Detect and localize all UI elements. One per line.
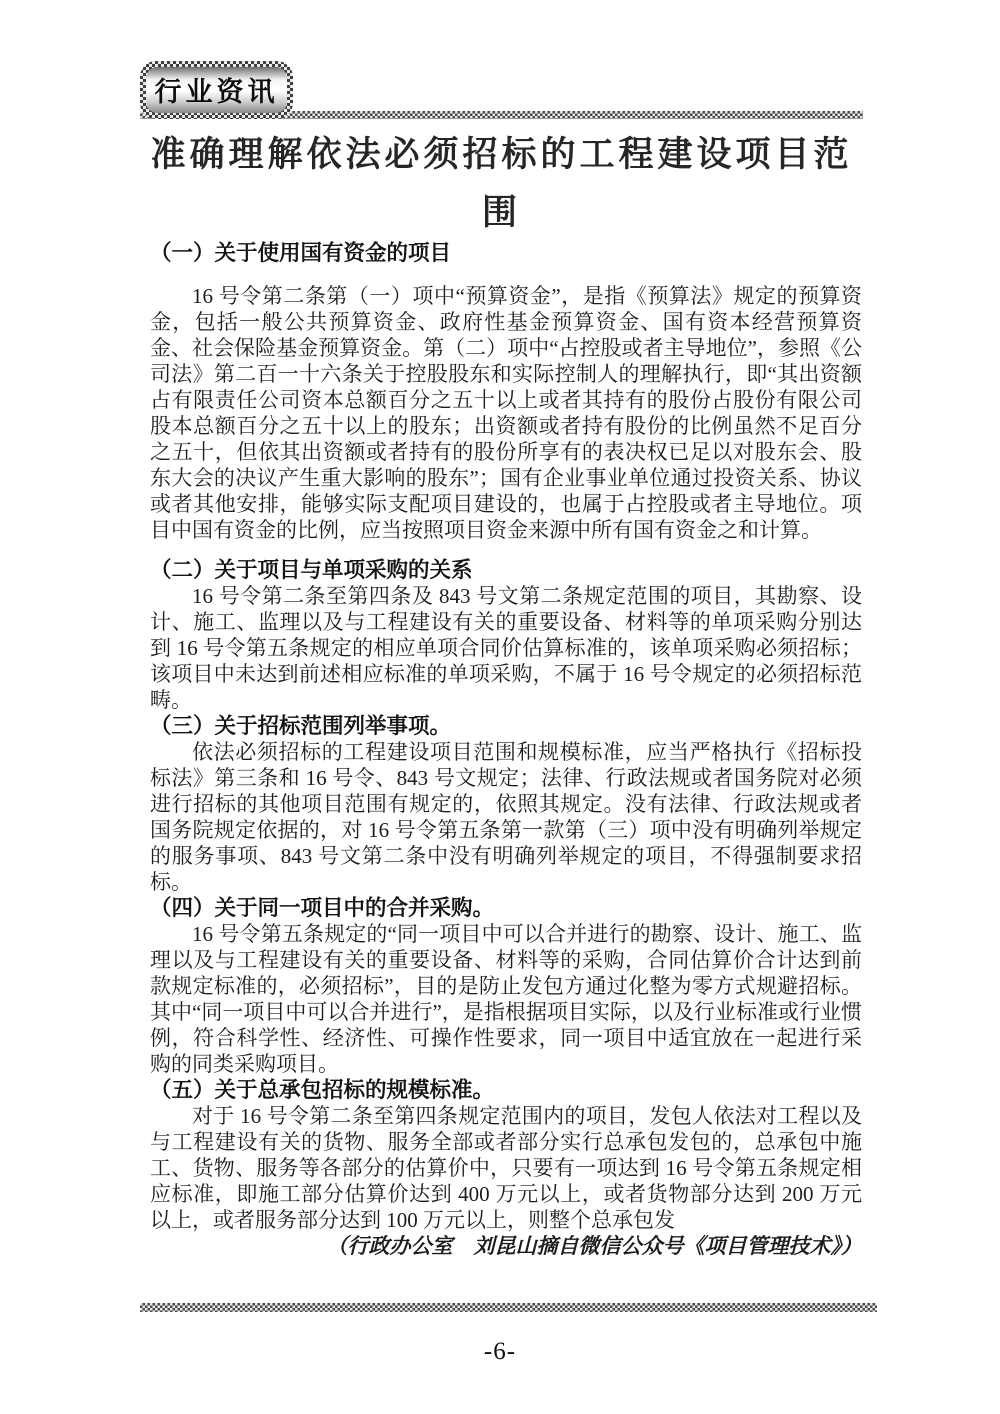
section-paragraph-1: 16 号令第二条第（一）项中“预算资金”，是指《预算法》规定的预算资金，包括一般公共预算资金、政府性基金预算资金、国有资本经营预算资金、社会保险基金预算资金。第（二）项中“占控股或者主导地位”，参照《公司法》第二百一十六条关于控股股东和实际控制人的理解执行，即“其出资额占有限责任公司资本总额百分之五十以上或者其持有的股份占股份有限公司股本总额百分之五十以上的股东；出资额或者持有股份的比例虽然不足百分之五十，但依其出资额或者持有的股份所享有的表决权已足以对股东会、股东大会的决议产生重大影响的股东”；国有企业事业单位通过投资关系、协议或者其他安排，能够实际支配项目建设的，也属于占控股或者主导地位。项目中国有资金的比例，应当按照项目资金来源中所有国有资金之和计算。 (150, 284, 862, 542)
section-paragraph-2: 16 号令第二条至第四条及 843 号文第二条规定范围的项目，其勘察、设计、施工、监理以及与工程建设有关的重要设备、材料等的单项采购分别达到 16 号令第五条规定的相应单项合同价估算标准的，该单项采购必须招标；该项目中未达到前述相应标准的单项采购，不属于 16 号令规定的必须招标范畴。 (150, 584, 862, 712)
badge-panel (146, 67, 287, 113)
section-heading-5: （五）关于总承包招标的规模标准。 (150, 1078, 495, 1102)
article-title (140, 126, 863, 242)
article-body (150, 240, 862, 1259)
page-number: -6- (483, 1338, 517, 1365)
section-heading-1: （一）关于使用国有资金的项目 (150, 241, 452, 265)
section-paragraph-3: 依法必须招标的工程建设项目范围和规模标准，应当严格执行《招标投标法》第三条和 16 号令、843 号文规定；法律、行政法规或者国务院对必须进行招标的其他项目范围有规定的，依照其规定。没有法律、行政法规或者国务院规定依据的，对 16 号令第五条第一款第（三）项中没有明确列举规定的服务事项、843 号文第二条中没有明确列举规定的项目，不得强制要求招标。 (150, 740, 862, 894)
section-heading-2: （二）关于项目与单项采购的关系 (150, 558, 473, 582)
section-heading-3: （三）关于招标范围列举事项。 (150, 714, 452, 738)
industry-news-badge (140, 61, 293, 119)
section-paragraph-4: 16 号令第五条规定的“同一项目中可以合并进行的勘察、设计、施工、监理以及与工程建设有关的重要设备、材料等的采购，合同估算价合计达到前款规定标准的，必须招标”，目的是防止发包方通过化整为零方式规避招标。其中“同一项目中可以合并进行”，是指根据项目实际，以及行业标准或行业惯例，符合科学性、经济性、可操作性要求，同一项目中适宜放在一起进行采购的同类采购项目。 (150, 922, 862, 1076)
badge-label: 行业资讯 (154, 76, 279, 107)
title-line-2: 围 (481, 193, 521, 232)
section-heading-4: （四）关于同一项目中的合并采购。 (150, 896, 495, 920)
section-paragraph-5: 对于 16 号令第二条至第四条规定范围内的项目，发包人依法对工程以及与工程建设有关的货物、服务全部或者部分实行总承包发包的，总承包中施工、货物、服务等各部分的估算价中，只要有一项达到 16 号令第五条规定相应标准，即施工部分估算价达到 400 万元以上，或者货物部分达到 200 万元以上，或者服务部分达到 100 万元以上，则整个总承包发 (150, 1104, 862, 1232)
title-line-1: 准确理解依法必须招标的工程建设项目范 (150, 135, 853, 174)
footer-divider (140, 1303, 877, 1312)
attribution-line: （行政办公室 刘昆山摘自微信公众号《项目管理技术》） (326, 1234, 862, 1258)
